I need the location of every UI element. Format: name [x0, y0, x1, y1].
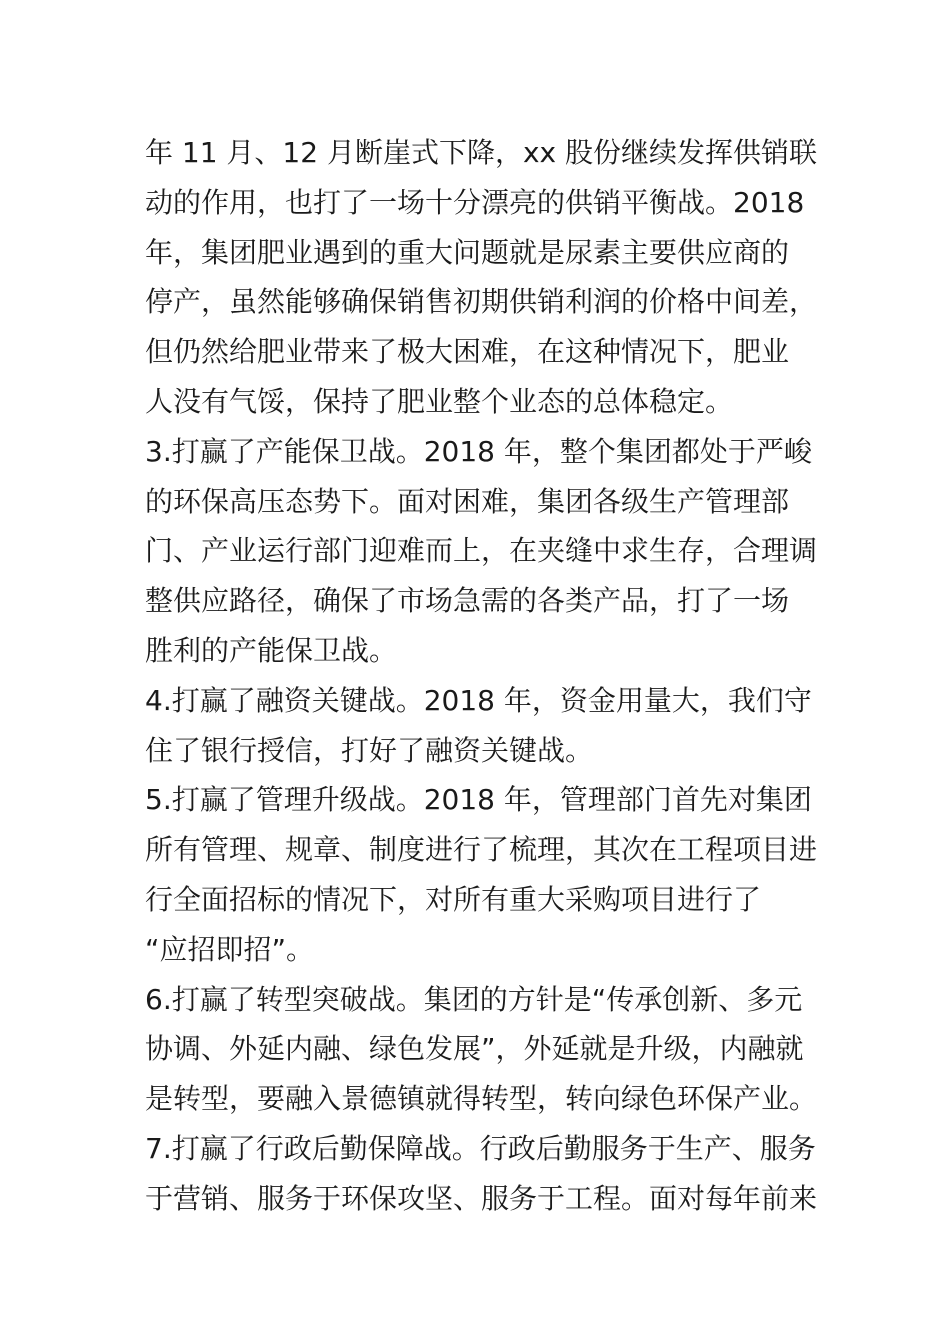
text-line: 5.打赢了管理升级战。2018 年，管理部门首先对集团: [145, 783, 812, 817]
text-line: 但仍然给肥业带来了极大困难，在这种情况下，肥业: [145, 335, 790, 369]
text-line: 是转型，要融入景德镇就得转型，转向绿色环保产业。: [145, 1082, 818, 1116]
text-line: 于营销、服务于环保攻坚、服务于工程。面对每年前来: [145, 1181, 818, 1215]
text-line: 动的作用，也打了一场十分漂亮的供销平衡战。2018: [145, 185, 805, 219]
text-line: 6.打赢了转型突破战。集团的方针是“传承创新、多元: [145, 982, 803, 1016]
text-line: 所有管理、规章、制度进行了梳理，其次在工程项目进: [145, 833, 818, 867]
text-line: 3.打赢了产能保卫战。2018 年，整个集团都处于严峻: [145, 434, 812, 468]
text-line: 整供应路径，确保了市场急需的各类产品，打了一场: [145, 584, 790, 618]
text-line: 住了银行授信，打好了融资关键战。: [145, 733, 594, 767]
text-line: 停产，虽然能够确保销售初期供销利润的价格中间差，: [145, 285, 818, 319]
text-line: 行全面招标的情况下，对所有重大采购项目进行了: [145, 882, 762, 916]
text-line: “应招即招”。: [145, 932, 315, 966]
document-body: [145, 128, 820, 1224]
text-line: 协调、外延内融、绿色发展”，外延就是升级，内融就: [145, 1032, 804, 1066]
text-line: 7.打赢了行政后勤保障战。行政后勤服务于生产、服务: [145, 1131, 816, 1165]
text-line: 4.打赢了融资关键战。2018 年，资金用量大，我们守: [145, 683, 812, 717]
text-line: 的环保高压态势下。面对困难，集团各级生产管理部: [145, 484, 790, 518]
text-line: 年，集团肥业遇到的重大问题就是尿素主要供应商的: [145, 235, 790, 269]
text-line: 胜利的产能保卫战。: [145, 633, 398, 667]
text-line: 门、产业运行部门迎难而上，在夹缝中求生存，合理调: [145, 534, 818, 568]
text-line: 年 11 月、12 月断崖式下降，xx 股份继续发挥供销联: [145, 136, 818, 169]
text-line: 人没有气馁，保持了肥业整个业态的总体稳定。: [145, 384, 734, 418]
